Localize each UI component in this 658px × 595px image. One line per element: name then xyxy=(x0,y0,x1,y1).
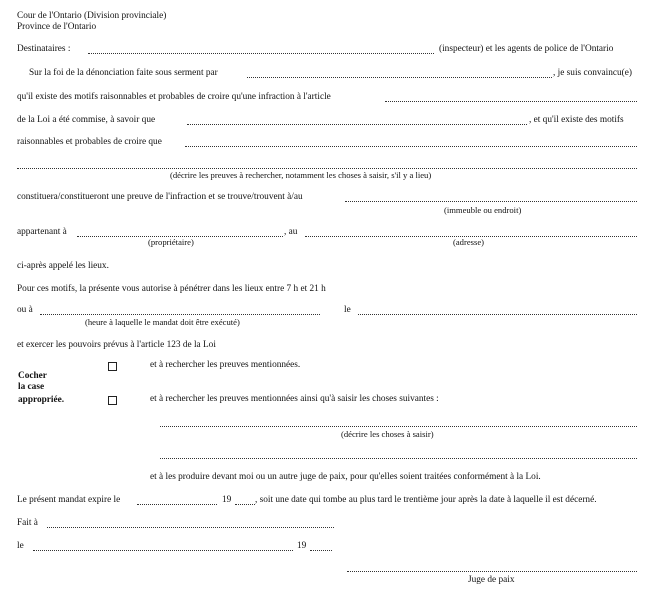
powers-text: et exercer les pouvoirs prévus à l'article 123 de la Loi xyxy=(17,340,216,350)
check-label-line-2: la case xyxy=(18,382,45,392)
option-seize-checkbox[interactable] xyxy=(108,396,117,405)
execution-time-field[interactable] xyxy=(40,313,320,315)
law-text: de la Loi a été commise, à savoir que xyxy=(17,115,156,125)
le-text: le xyxy=(344,305,351,315)
date-le-text: le xyxy=(17,541,24,551)
hereafter-text: ci-après appelé les lieux. xyxy=(17,261,109,271)
expiry-date-field[interactable] xyxy=(137,503,217,505)
constitute-text: constituera/constitueront une preuve de l'infraction et se trouve/trouvent à/au xyxy=(17,192,303,202)
premises-field[interactable] xyxy=(345,200,637,202)
option-search-label: et à rechercher les preuves mentionnées. xyxy=(150,360,301,370)
recipients-suffix: (inspecteur) et les agents de police de l'Ontario xyxy=(439,44,614,54)
check-label-line-1: Cocher xyxy=(18,371,47,381)
expiry-suffix: , soit une date qui tombe au plus tard le trentième jour après la date à laquelle il est décerné. xyxy=(255,495,597,505)
grounds-text: qu'il existe des motifs raisonnables et probables de croire qu'une infraction à l'article xyxy=(17,92,331,102)
recipients-field[interactable] xyxy=(88,52,434,54)
believe-text: raisonnables et probables de croire que xyxy=(17,137,162,147)
offence-field[interactable] xyxy=(187,123,527,125)
option-seize-label: et à rechercher les preuves mentionnées ainsi qu'à saisir les choses suivantes : xyxy=(150,394,439,404)
article-field[interactable] xyxy=(385,100,637,102)
court-name: Cour de l'Ontario (Division provinciale) xyxy=(17,11,167,21)
recipients-label: Destinataires : xyxy=(17,44,71,54)
belonging-text: appartenant à xyxy=(17,227,67,237)
bring-text: et à les produire devant moi ou un autre juge de paix, pour qu'elles soient traitées conformément à la Loi. xyxy=(150,472,541,482)
describe-things-caption: (décrire les choses à saisir) xyxy=(341,429,434,439)
oath-text: Sur la foi de la dénonciation faite sous serment par xyxy=(29,68,218,78)
execution-date-field[interactable] xyxy=(358,313,637,315)
owner-caption: (propriétaire) xyxy=(148,237,194,247)
premises-caption: (immeuble ou endroit) xyxy=(444,205,522,215)
evidence-field-1[interactable] xyxy=(185,145,637,147)
authorize-text: Pour ces motifs, la présente vous autorise à pénétrer dans les lieux entre 7 h et 21 h xyxy=(17,284,326,294)
judge-signature-line[interactable] xyxy=(347,570,637,572)
date-year: 19 xyxy=(297,541,307,551)
check-label-line-3: appropriée. xyxy=(18,395,65,405)
done-at-text: Fait à xyxy=(17,518,38,528)
informant-field[interactable] xyxy=(247,76,552,78)
law-suffix: , et qu'il existe des motifs xyxy=(529,115,624,125)
evidence-field-2[interactable] xyxy=(17,167,637,169)
option-search-checkbox[interactable] xyxy=(108,362,117,371)
or-at-text: ou à xyxy=(17,305,33,315)
oath-suffix: , je suis convaincu(e) xyxy=(553,68,632,78)
describe-evidence-caption: (décrire les preuves à rechercher, notamment les choses à saisir, s'il y a lieu) xyxy=(170,170,432,180)
judge-caption: Juge de paix xyxy=(468,575,515,585)
expiry-year: 19 xyxy=(222,495,232,505)
signature-year-field[interactable] xyxy=(310,549,332,551)
province-name: Province de l'Ontario xyxy=(17,22,97,32)
expiry-year-field[interactable] xyxy=(235,503,255,505)
place-field[interactable] xyxy=(47,526,334,528)
signature-date-field[interactable] xyxy=(33,549,293,551)
things-field-1[interactable] xyxy=(160,425,637,427)
time-caption: (heure à laquelle le mandat doit être exécuté) xyxy=(85,317,240,327)
expiry-prefix: Le présent mandat expire le xyxy=(17,495,121,505)
at-text: , au xyxy=(284,227,298,237)
things-field-2[interactable] xyxy=(160,457,637,459)
address-caption: (adresse) xyxy=(453,237,485,247)
